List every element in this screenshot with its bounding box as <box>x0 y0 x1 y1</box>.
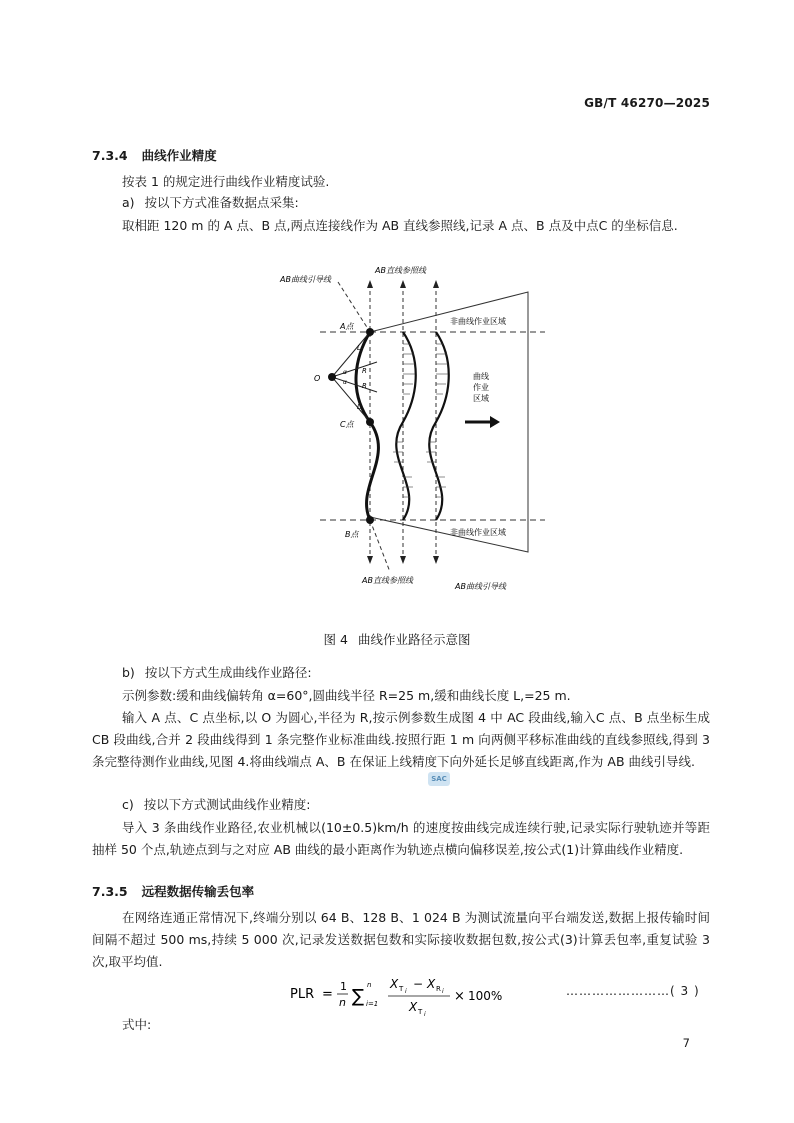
label-work-zone-2: 作业 <box>473 383 489 392</box>
item-b-text: 按以下方式生成曲线作业路径: <box>144 665 312 680</box>
point-b-dot <box>366 516 374 524</box>
offset-curve-2 <box>429 332 448 520</box>
label-ab-line-ref-top: AB直线参照线 <box>375 266 426 275</box>
main-curve <box>356 332 378 520</box>
item-a <box>122 193 299 211</box>
formula-num-x2-sub2: i <box>442 988 444 995</box>
formula-den-x-sub2: i <box>424 1011 426 1018</box>
label-l2: L <box>357 403 361 411</box>
label-ab-curve-guide-top: AB曲线引导线 <box>280 275 331 284</box>
equation-number: ……………………( 3 ) <box>566 984 700 998</box>
label-l1: L <box>357 344 361 352</box>
section-number: 7.3.4 <box>92 148 128 163</box>
label-non-work-bottom: 非曲线作业区域 <box>450 528 506 537</box>
section-heading-7-3-5 <box>92 882 254 900</box>
formula-den-x-sub: T <box>418 1008 423 1016</box>
standard-code: GB/T 46270—2025 <box>584 96 710 110</box>
section-title: 远程数据传输丢包率 <box>141 884 255 899</box>
section-heading-7-3-4 <box>92 146 217 164</box>
point-a-dot <box>366 328 374 336</box>
arrow-down-3 <box>433 556 439 564</box>
label-work-zone-3: 区域 <box>473 394 489 403</box>
item-b-paragraph: 输入 A 点、C 点坐标,以 O 为圆心,半径为 R,按示例参数生成图 4 中 AC 段曲线,输入C 点、B 点坐标生成CB 段曲线,合并 2 段曲线得到 1 条完整作业标准曲线.按照行距 1 m 向两侧平移标准曲线的直线参照线,得到 3 条完整待测作业曲线,见图 4.将曲线端点 A、B 在保证上线精度下向外延长足够直线距离,作为 AB 曲线引导线. <box>92 710 710 769</box>
arrow-down-2 <box>400 556 406 564</box>
arrow-down-1 <box>367 556 373 564</box>
formula-percent: 100% <box>468 989 503 1003</box>
section-7-3-5-paragraph: 在网络连通正常情况下,终端分别以 64 B、128 B、1 024 B 为测试流量向平台端发送,数据上报传输时间间隔不超过 500 ms,持续 5 000 次,记录发送数据包数和实际接收数据包数,按公式(3)计算丢包率,重复试验 3 次,取平均值. <box>92 910 710 969</box>
guide-line-bottom <box>370 520 390 572</box>
hatch-marks <box>393 344 448 497</box>
item-c-text: 按以下方式测试曲线作业精度: <box>143 797 311 812</box>
formula-minus: − <box>413 977 424 991</box>
item-a-marker: a) <box>122 195 135 210</box>
label-non-work-top: 非曲线作业区域 <box>450 317 506 326</box>
watermark-logo: SAC <box>428 772 450 786</box>
label-point-c: C点 <box>340 420 354 429</box>
label-alpha2: α <box>343 379 347 386</box>
item-c-paragraph: 导入 3 条曲线作业路径,农业机械以(10±0.5)km/h 的速度按曲线完成连续行驶,记录实际行驶轨迹并等距抽样 50 个点,轨迹点到与之对应 AB 曲线的最小距离作为轨迹点横向偏移误差,按公式(1)计算曲线作业精度. <box>92 820 710 857</box>
item-b-marker: b) <box>122 665 135 680</box>
figure-caption <box>0 630 794 648</box>
formula-num-x1-sub2: i <box>405 988 407 995</box>
formula-num-x1-sub: T <box>399 985 404 993</box>
point-c-dot <box>366 418 374 426</box>
formula-sum-up: n <box>367 981 372 989</box>
formula-eq: = <box>322 987 333 1002</box>
section-title: 曲线作业精度 <box>141 148 217 163</box>
label-point-o: O <box>314 374 321 383</box>
formula-den-x: X <box>409 1000 418 1014</box>
item-b <box>122 663 312 681</box>
label-r1: R <box>362 367 367 375</box>
label-ab-curve-guide-bottom: AB曲线引导线 <box>455 582 506 591</box>
formula-frac-den: n <box>339 996 346 1009</box>
label-point-b: B点 <box>345 530 359 539</box>
formula-times: × <box>454 989 465 1004</box>
item-a-text: 按以下方式准备数据点采集: <box>144 195 299 210</box>
page-number: 7 <box>682 1036 690 1050</box>
item-b-example: 示例参数:缓和曲线偏转角 α=60°,圆曲线半径 R=25 m,缓和曲线长度 L,=25 m. <box>122 688 571 703</box>
figure-curve-path-diagram <box>270 262 550 597</box>
intro-paragraph: 按表 1 的规定进行曲线作业精度试验. <box>122 174 330 189</box>
formula-sum-low: i=1 <box>366 1000 379 1008</box>
arrow-up-2 <box>400 280 406 288</box>
label-work-zone-1: 曲线 <box>473 372 489 381</box>
arrow-up-1 <box>367 280 373 288</box>
formula-frac-num: 1 <box>340 980 347 993</box>
item-c-marker: c) <box>122 797 134 812</box>
label-alpha1: α <box>343 369 347 376</box>
formula-sum: ∑ <box>352 986 365 1007</box>
label-ab-line-ref-bottom: AB直线参照线 <box>362 576 413 585</box>
arrow-up-3 <box>433 280 439 288</box>
formula-num-x2-sub: R <box>436 985 441 993</box>
formula-num-x1: X <box>390 977 399 991</box>
offset-curve-1 <box>396 332 415 520</box>
formula-lhs: PLR <box>290 987 315 1002</box>
where-label: 式中: <box>122 1017 152 1032</box>
figure-caption-text: 曲线作业路径示意图 <box>357 632 471 647</box>
item-a-paragraph: 取相距 120 m 的 A 点、B 点,两点连接线作为 AB 直线参照线,记录 A 点、B 点及中点C 的坐标信息. <box>122 218 678 233</box>
section-number: 7.3.5 <box>92 884 128 899</box>
label-point-a: A点 <box>340 322 354 331</box>
point-o-dot <box>328 373 336 381</box>
zone-boundary <box>370 292 528 552</box>
figure-caption-number: 图 4 <box>323 632 348 647</box>
item-c <box>122 795 310 813</box>
direction-arrow-head <box>490 416 500 428</box>
formula-num-x2: X <box>427 977 436 991</box>
formula-graphic <box>290 970 550 1018</box>
label-r2: R <box>362 382 367 390</box>
